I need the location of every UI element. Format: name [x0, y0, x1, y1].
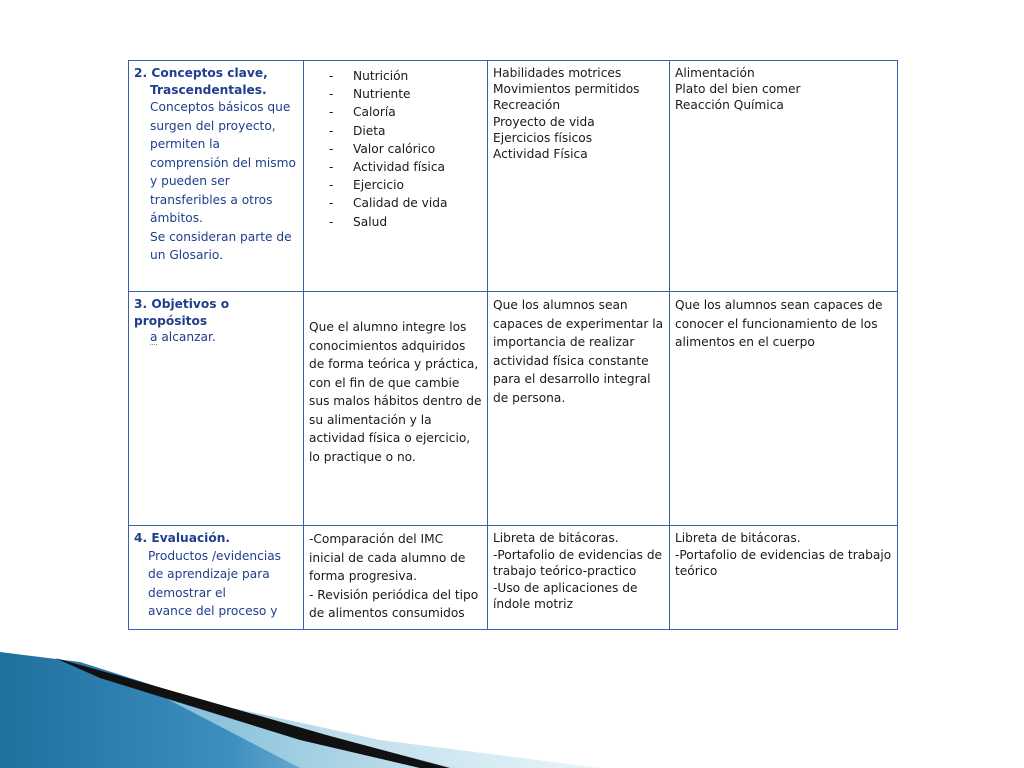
cell-line: Habilidades motrices: [493, 66, 622, 80]
cell-line: -Comparación del IMC: [309, 532, 444, 546]
description-line: comprensión del mismo: [150, 155, 296, 170]
nutrition-terms-cell: [670, 61, 898, 292]
cell-line: Reacción Química: [675, 98, 784, 113]
cell-line: Ejercicios físicos: [493, 130, 593, 145]
description-line: ámbitos.: [150, 211, 203, 225]
list-item: - Salud: [329, 214, 388, 229]
objective-cell: [304, 292, 488, 526]
cell-line: -Uso de aplicaciones de: [493, 580, 638, 595]
row-label-cell: [129, 61, 304, 292]
cell-line: teórico: [675, 564, 718, 578]
description-line: transferibles a otros: [150, 192, 273, 207]
table-row: [129, 61, 898, 292]
row-subtitle: a alcanzar.: [150, 330, 216, 344]
evaluation-cell: [304, 526, 488, 630]
row-label-title: [134, 65, 298, 82]
objective-cell: [670, 292, 898, 526]
row-label-title: [134, 296, 298, 329]
cell-line: de alimentos consumidos: [309, 606, 465, 620]
cell-paragraph: Que los alumnos sean capaces de conocer el funcionamiento de los alimentos en el cuerpo: [675, 298, 883, 349]
row-label-cell: [129, 526, 304, 630]
evaluation-cell: [488, 526, 670, 630]
list-item: - Valor calórico: [329, 141, 436, 156]
row-label-cell: [129, 292, 304, 526]
description-line: avance del proceso y: [148, 604, 278, 618]
row-number: 2.: [134, 66, 148, 80]
list-item: - Ejercicio: [329, 178, 404, 193]
cell-line: Movimientos permitidos: [493, 82, 640, 97]
description-line: Productos /evidencias: [148, 548, 282, 563]
row-title-line: Objetivos o propósitos: [134, 297, 230, 328]
cell-paragraph: Que los alumnos sean capaces de experimentar la importancia de realizar actividad física constante para el desarrollo integral de persona.: [493, 298, 664, 405]
description-line: surgen del proyecto,: [150, 118, 276, 133]
row-label-title: [134, 530, 298, 547]
objective-cell: [488, 292, 670, 526]
cell-line: Recreación: [493, 98, 561, 113]
description-line: un Glosario.: [150, 248, 223, 262]
list-item: - Caloría: [329, 105, 396, 120]
cell-line: Libreta de bitácoras.: [493, 531, 619, 545]
description-line: permiten la: [150, 137, 221, 151]
row-title-line: Trascendentales.: [150, 82, 267, 97]
description-line: Se consideran parte de: [150, 229, 292, 244]
decorative-swoosh: [0, 640, 1024, 768]
skills-cell: [488, 61, 670, 292]
description-line: demostrar el: [148, 585, 226, 600]
curriculum-table: [128, 60, 898, 630]
cell-line: Alimentación: [675, 66, 755, 80]
row-number: 3.: [134, 297, 148, 311]
list-item: - Nutriente: [329, 87, 411, 102]
cell-paragraph: Que el alumno integre los conocimientos adquiridos de forma teórica y práctica, con el fin de que cambie sus malos hábitos dentro de su alimentación y la actividad física o ejercicio, lo practique o no.: [309, 320, 482, 464]
evaluation-cell: [670, 526, 898, 630]
list-item: - Calidad de vida: [329, 196, 448, 211]
cell-line: Plato del bien comer: [675, 82, 801, 97]
table-row: [129, 526, 898, 630]
cell-line: -Portafolio de evidencias de trabajo: [675, 547, 892, 562]
description-line: y pueden ser: [150, 174, 230, 188]
description-line: de aprendizaje para: [148, 567, 270, 581]
description-line: Conceptos básicos que: [150, 100, 291, 114]
list-item: - Actividad física: [329, 160, 445, 175]
concepts-list: [309, 67, 482, 231]
cell-line: Libreta de bitácoras.: [675, 531, 801, 545]
cell-line: inicial de cada alumno de: [309, 550, 466, 565]
cell-line: Proyecto de vida: [493, 114, 595, 129]
cell-line: trabajo teórico-practico: [493, 564, 637, 578]
cell-line: forma progresiva.: [309, 569, 417, 583]
concepts-list-cell: [304, 61, 488, 292]
cell-line: índole motriz: [493, 597, 573, 611]
cell-line: Actividad Física: [493, 147, 588, 162]
row-description: [134, 547, 298, 621]
list-item: - Nutrición: [329, 69, 409, 83]
row-number: 4.: [134, 531, 148, 545]
row-title-line: Evaluación.: [151, 531, 231, 545]
row-title-line: Conceptos clave,: [151, 66, 268, 80]
list-item: - Dieta: [329, 123, 386, 138]
table-row: [129, 292, 898, 526]
cell-line: -Portafolio de evidencias de: [493, 547, 663, 562]
row-description: [134, 98, 298, 265]
cell-line: - Revisión periódica del tipo: [309, 587, 479, 602]
